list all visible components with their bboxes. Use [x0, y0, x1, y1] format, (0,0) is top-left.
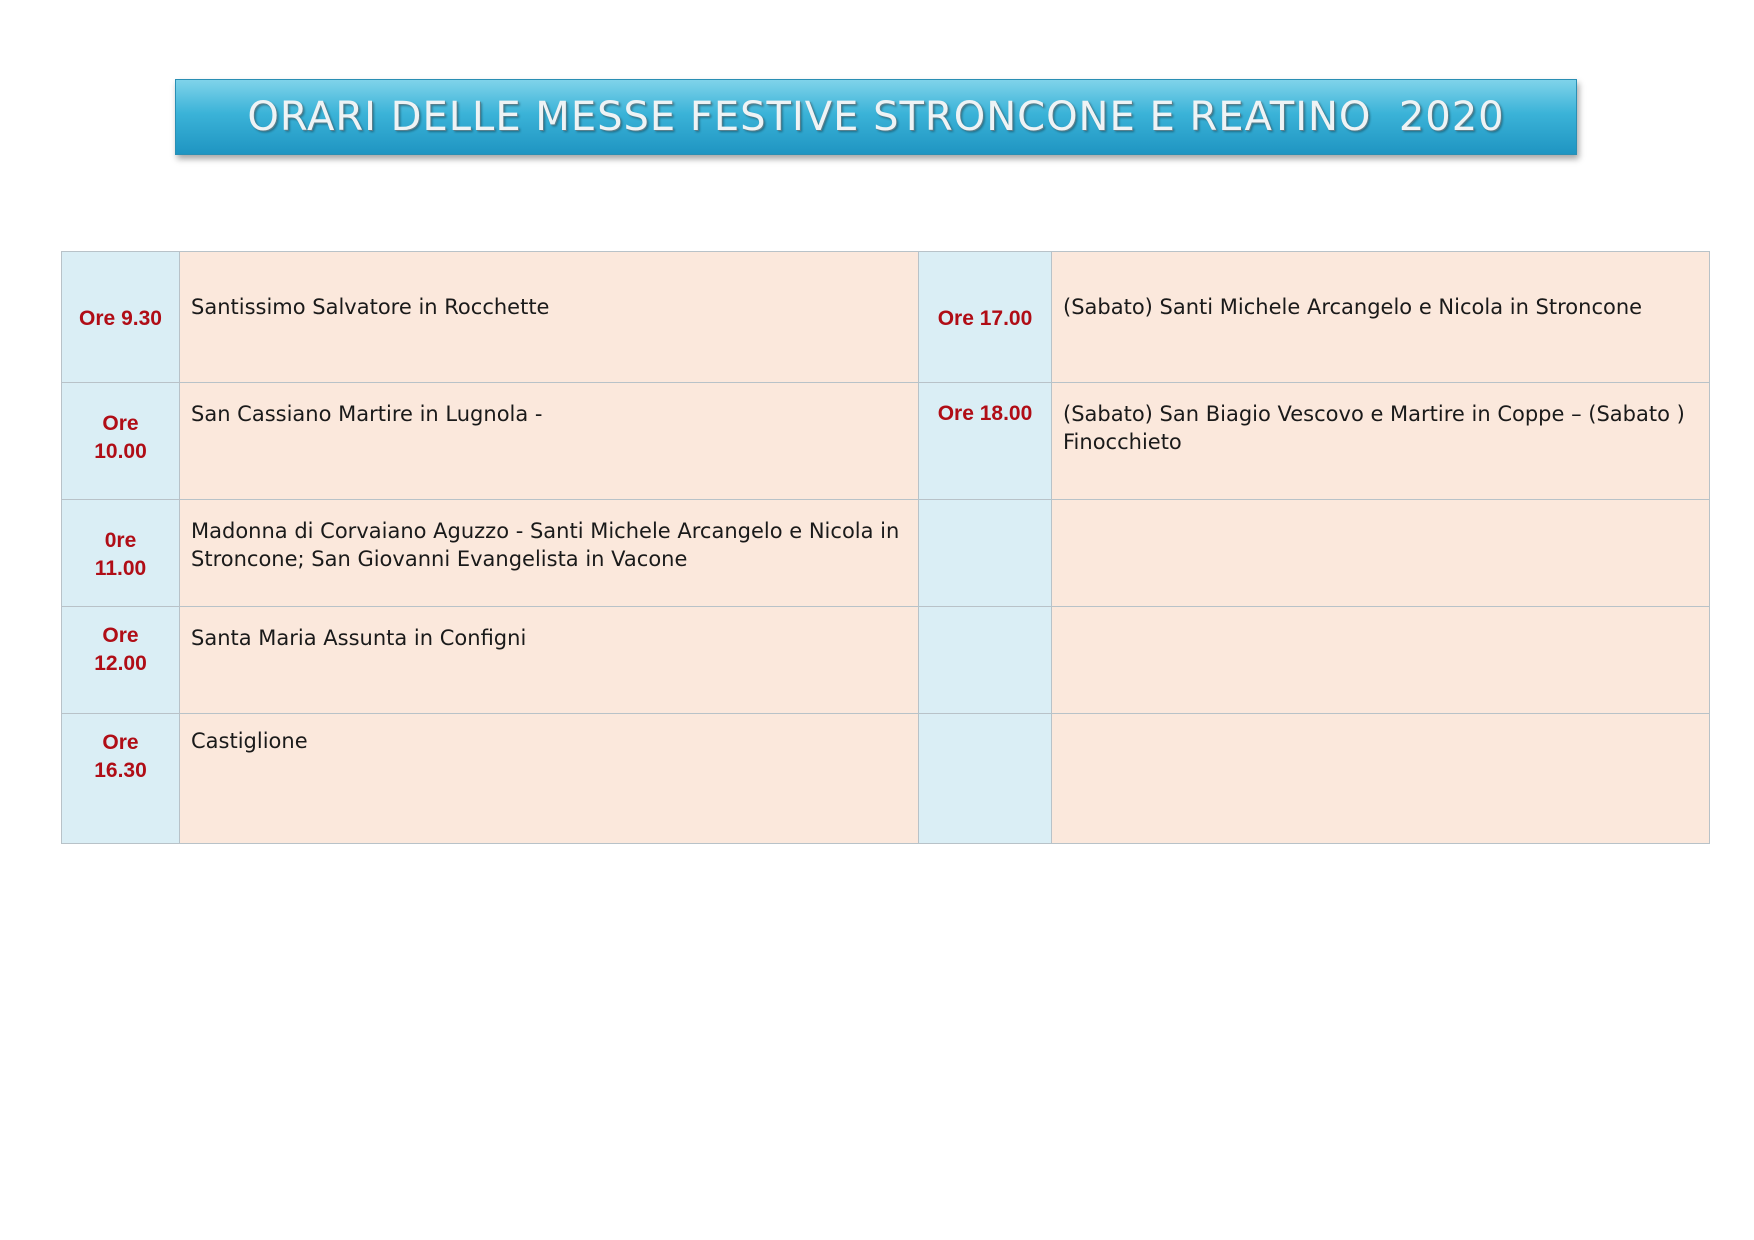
church-name: Castiglione: [191, 729, 308, 753]
place-cell: [1052, 500, 1710, 607]
place-cell: [1052, 252, 1710, 383]
time-cell: [919, 252, 1052, 383]
table-row: [62, 500, 1710, 607]
time-cell: [919, 383, 1052, 500]
place-cell: [1052, 714, 1710, 844]
place-cell: [180, 607, 919, 714]
table-row: [62, 252, 1710, 383]
church-name: Madonna di Corvaiano Aguzzo - Santi Michele Arcangelo e Nicola in Stroncone; San Giovanni Evangelista in Vacone: [191, 519, 900, 571]
place-cell: [180, 500, 919, 607]
church-name: (Sabato) San Biagio Vescovo e Martire in Coppe – (Sabato ) Finocchieto: [1063, 402, 1685, 454]
place-cell: [1052, 383, 1710, 500]
mass-time: Ore 16.30: [94, 731, 147, 782]
church-name: San Cassiano Martire in Lugnola -: [191, 402, 543, 426]
mass-time: Ore 12.00: [94, 624, 147, 675]
time-cell: [62, 252, 180, 383]
table-row: [62, 714, 1710, 844]
table-row: [62, 607, 1710, 714]
time-cell: [919, 714, 1052, 844]
church-name: (Sabato) Santi Michele Arcangelo e Nicola in Stroncone: [1063, 295, 1643, 319]
table-row: [62, 383, 1710, 500]
time-cell: [919, 500, 1052, 607]
time-cell: [62, 714, 180, 844]
time-cell: [62, 500, 180, 607]
church-name: Santa Maria Assunta in Configni: [191, 626, 527, 650]
place-cell: [180, 714, 919, 844]
place-cell: [180, 252, 919, 383]
mass-time: 0re 11.00: [94, 529, 147, 580]
church-name: Santissimo Salvatore in Rocchette: [191, 295, 550, 319]
time-cell: [919, 607, 1052, 714]
place-cell: [180, 383, 919, 500]
mass-time: Ore 17.00: [937, 307, 1033, 330]
time-cell: [62, 383, 180, 500]
page-title: ORARI DELLE MESSE FESTIVE STRONCONE E REATINO 2020: [247, 94, 1505, 140]
time-cell: [62, 607, 180, 714]
mass-schedule-table: [61, 251, 1710, 844]
mass-time: Ore 18.00: [937, 402, 1033, 425]
mass-time: Ore 9.30: [79, 307, 162, 330]
mass-time: Ore 10.00: [94, 412, 147, 463]
title-banner: [175, 79, 1577, 155]
place-cell: [1052, 607, 1710, 714]
